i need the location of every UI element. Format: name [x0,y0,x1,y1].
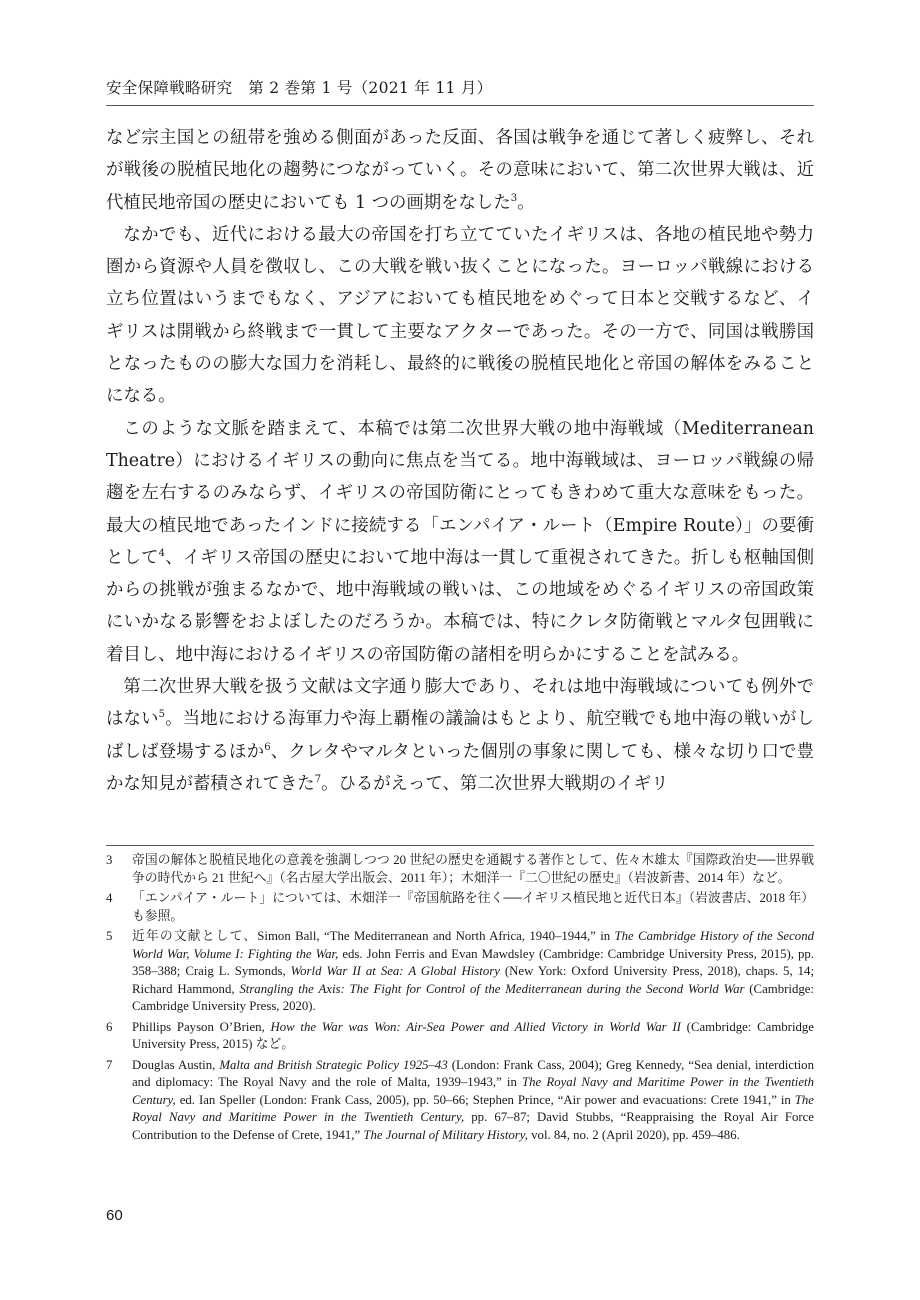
running-header [106,76,814,106]
footnote-ref-5[interactable]: 5 [158,709,165,721]
footnote-divider [106,845,814,846]
footnote-number: 7 [106,1057,113,1072]
main-text [106,122,814,800]
footnote-ref-6[interactable]: 6 [264,741,271,753]
footnote-6: 6 Phillips Payson O’Brien, How the War was Won: Air-Sea Power and Allied Victory in World War II (Cambridge: Cambridge University Press, 2015) など。 [106,1019,814,1051]
page-number: 60 [106,1207,123,1224]
running-title: 安全保障戦略研究 第 2 巻第 1 号（2021 年 11 月） [106,79,493,97]
footnote-7: 7 Douglas Austin, Malta and British Strategic Policy 1925–43 (London: Frank Cass, 2004); Greg Kennedy, “Sea denial, interdiction and diplomacy: The Royal Navy and the role of Malta, 1939–1943,” in The Royal Navy and Maritime Power in the Twentieth Century, ed. Ian Speller (London: Frank Cass, 2005), pp. 50–66; Stephen Prince, “Air power and evacuations: Crete 1941,” in The Royal Navy and Maritime Power in the Twentieth Century, pp. 67–87; David Stubbs, “Reappraising the Royal Air Force Contribution to the Defense of Crete, 1941,” The Journal of Military History, vol. 84, no. 2 (April 2020), pp. 459–486. [106,1057,814,1142]
footnote-ref-3[interactable]: 3 [510,192,518,204]
footnote-number: 5 [106,929,113,943]
paragraph-1: など宗主国との紐帯を強める側面があった反面、各国は戦争を通じて著しく疲弊し、それが戦後の脱植民地化の趨勢につながっていく。その意味において、第二次世界大戦は、近代植民地帝国の歴史においても 1 つの画期をなした$^3$。 [106,128,814,213]
footnote-number: 4 [106,891,113,905]
footnotes [106,852,814,1147]
paragraph-3: このような文脈を踏まえて、本稿では第二次世界大戦の地中海戦域（Mediterranean Theatre）におけるイギリスの動向に焦点を当てる。地中海戦域は、ヨーロッパ戦線の帰趨を左右するのみならず、イギリスの帝国防衛にとってもきわめて重大な意味をもった。最大の植民地であったインドに接続する「エンパイア・ルート（Empire Route）」の要衝として$^4$、イギリス帝国の歴史において地中海は一貫して重視されてきた。折しも枢軸国側からの挑戦が強まるなかで、地中海戦域の戦いは、この地域をめぐるイギリスの帝国政策にいかなる影響をおよぼしたのだろうか。本稿では、特にクレタ防衛戦とマルタ包囲戦に着目し、地中海におけるイギリスの帝国防衛の諸相を明らかにすることを試みる。 [106,418,814,665]
footnote-number: 6 [106,1019,113,1034]
footnote-ref-4[interactable]: 4 [158,548,166,560]
paragraph-2: なかでも、近代における最大の帝国を打ち立てていたイギリスは、各地の植民地や勢力圏から資源や人員を徴収し、この大戦を戦い抜くことになった。ヨーロッパ戦線における立ち位置はいうまでもなく、アジアにおいても植民地をめぐって日本と交戦するなど、イギリスは開戦から終戦まで一貫して主要なアクターであった。その一方で、同国は戦勝国となったものの膨大な国力を消耗し、最終的に戦後の脱植民地化と帝国の解体をみることになる。 [106,224,814,407]
footnote-number: 3 [106,853,113,867]
paragraph-4: 第二次世界大戦を扱う文献は文字通り膨大であり、それは地中海戦域についても例外ではない$^5$。当地における海軍力や海上覇権の議論はもとより、航空戦でも地中海の戦いがしばしば登場するほか$^6$、クレタやマルタといった個別の事象に関しても、様々な切り口で豊かな知見が蓄積されてきた$^7$。ひるがえって、第二次世界大戦期のイギリ [106,677,814,794]
footnote-ref-7[interactable]: 7 [314,774,322,786]
footnote-4: 4 「エンパイア・ルート」については、木畑洋一『帝国航路を往く──イギリス植民地と近代日本』（岩波書店、2018 年）も参照。 [106,891,814,923]
footnote-5: 5 近年の文献として、Simon Ball, “The Mediterranean and North Africa, 1940–1944,” in The Cambridge History of the Second World War, Volume I: Fighting the War, eds. John Ferris and Evan Mawdsley (Cambridge: Cambridge University Press, 2015), pp. 358–388; Craig L. Symonds, World War II at Sea: A Global History (New York: Oxford University Press, 2018), chaps. 5, 14; Richard Hammond, Strangling the Axis: The Fight for Control of the Mediterranean during the Second World War (Cambridge: Cambridge University Press, 2020). [106,929,814,1013]
footnote-3: 3 帝国の解体と脱植民地化の意義を強調しつつ 20 世紀の歴史を通観する著作として、佐々木雄太『国際政治史──世界戦争の時代から 21 世紀へ』（名古屋大学出版会、2011 年）；木畑洋一『二〇世紀の歴史』（岩波新書、2014 年）など。 [106,853,814,885]
